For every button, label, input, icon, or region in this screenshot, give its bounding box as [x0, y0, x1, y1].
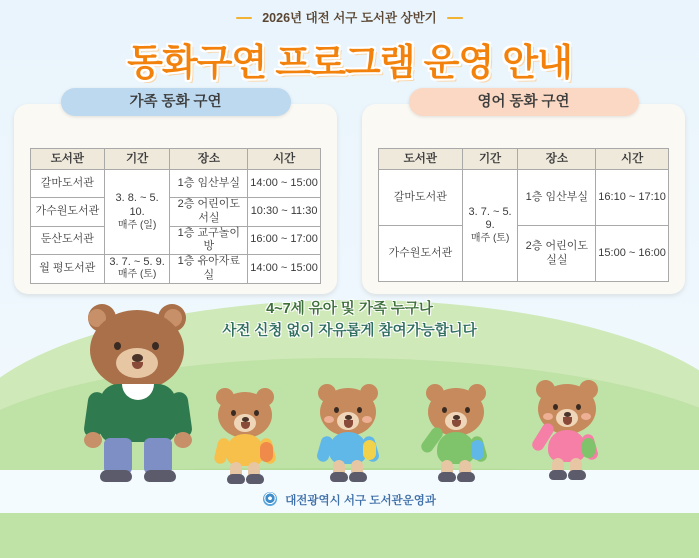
footer	[0, 492, 699, 508]
column-header-period: 기간	[104, 149, 170, 170]
panel-tab-english: 영어 동화 구연	[409, 88, 639, 116]
column-header-place: 장소	[518, 149, 596, 170]
poster-header	[0, 6, 699, 86]
illustration-child-bear-pink	[534, 378, 600, 482]
cell-place: 1층 교구놀이방	[170, 226, 248, 255]
cell-place: 2층 어린이도서실	[170, 198, 248, 227]
cell-library: 갈마도서관	[31, 170, 105, 198]
cell-period-dates: 3. 7. ~ 5. 9.	[468, 205, 512, 232]
cell-place: 1층 유아자료실	[170, 255, 248, 284]
cell-period-weekday: 매주 (토)	[117, 269, 157, 281]
footer-organization: 대전광역시 서구 도서관운영과	[285, 495, 436, 507]
cell-time: 15:00 ~ 16:00	[596, 226, 669, 282]
notice-line-2: 사전 신청 없이 자유롭게 참여가능합니다	[222, 323, 477, 340]
column-header-library: 도서관	[31, 149, 105, 170]
cell-time: 16:00 ~ 17:00	[248, 226, 321, 255]
cell-place: 1층 임산부실	[518, 170, 596, 226]
cell-time: 14:00 ~ 15:00	[248, 255, 321, 284]
illustration-child-bear-green	[424, 382, 488, 482]
cell-period-weekday: 매주 (토)	[470, 233, 510, 244]
cell-period-weekday: 매주 (일)	[117, 219, 157, 231]
cell-place: 2층 어린이도실실	[518, 226, 596, 282]
cell-period	[462, 170, 518, 282]
column-header-period: 기간	[462, 149, 518, 170]
illustration-adult-bear	[78, 300, 198, 480]
schedule-table-family	[30, 148, 321, 284]
table-row	[31, 198, 321, 227]
table-header-row	[31, 149, 321, 170]
table-row	[379, 170, 669, 226]
notice-line-1: 4~7세 유아 및 가족 누구나	[266, 301, 433, 317]
cell-period	[104, 255, 170, 284]
table-row	[31, 226, 321, 255]
table-row	[31, 170, 321, 198]
cell-period	[104, 170, 170, 255]
column-header-place: 장소	[170, 149, 248, 170]
panel-tab-family: 가족 동화 구연	[61, 88, 291, 116]
table-header-row	[379, 149, 669, 170]
illustration-child-bear-blue	[316, 382, 380, 482]
cell-library: 가수원도서관	[379, 226, 463, 282]
cell-library: 둔산도서관	[31, 226, 105, 255]
cell-period-dates: 3. 8. ~ 5. 10.	[115, 192, 159, 218]
column-header-time: 시간	[596, 149, 669, 170]
cell-period-dates: 3. 7. ~ 5. 9.	[109, 255, 165, 268]
cell-time: 10:30 ~ 11:30	[248, 198, 321, 227]
column-header-time: 시간	[248, 149, 321, 170]
table-row	[379, 226, 669, 282]
cell-library: 월 평도서관	[31, 255, 105, 284]
panel-english-storytelling	[362, 94, 685, 294]
column-header-library: 도서관	[379, 149, 463, 170]
cell-library: 갈마도서관	[379, 170, 463, 226]
table-row	[31, 255, 321, 284]
daejeon-emblem-icon	[263, 492, 277, 506]
cell-place: 1층 임산부실	[170, 170, 248, 198]
panel-family-storytelling	[14, 94, 337, 294]
cell-time: 16:10 ~ 17:10	[596, 170, 669, 226]
poster-eyebrow: 2026년 대전 서구 도서관 상반기	[256, 6, 443, 28]
cell-library: 가수원도서관	[31, 198, 105, 227]
page-title: 동화구연 프로그램 운영 안내	[127, 42, 572, 83]
schedule-table-english	[378, 148, 669, 282]
illustration-child-bear-yellow	[214, 386, 276, 482]
cell-time: 14:00 ~ 15:00	[248, 170, 321, 198]
